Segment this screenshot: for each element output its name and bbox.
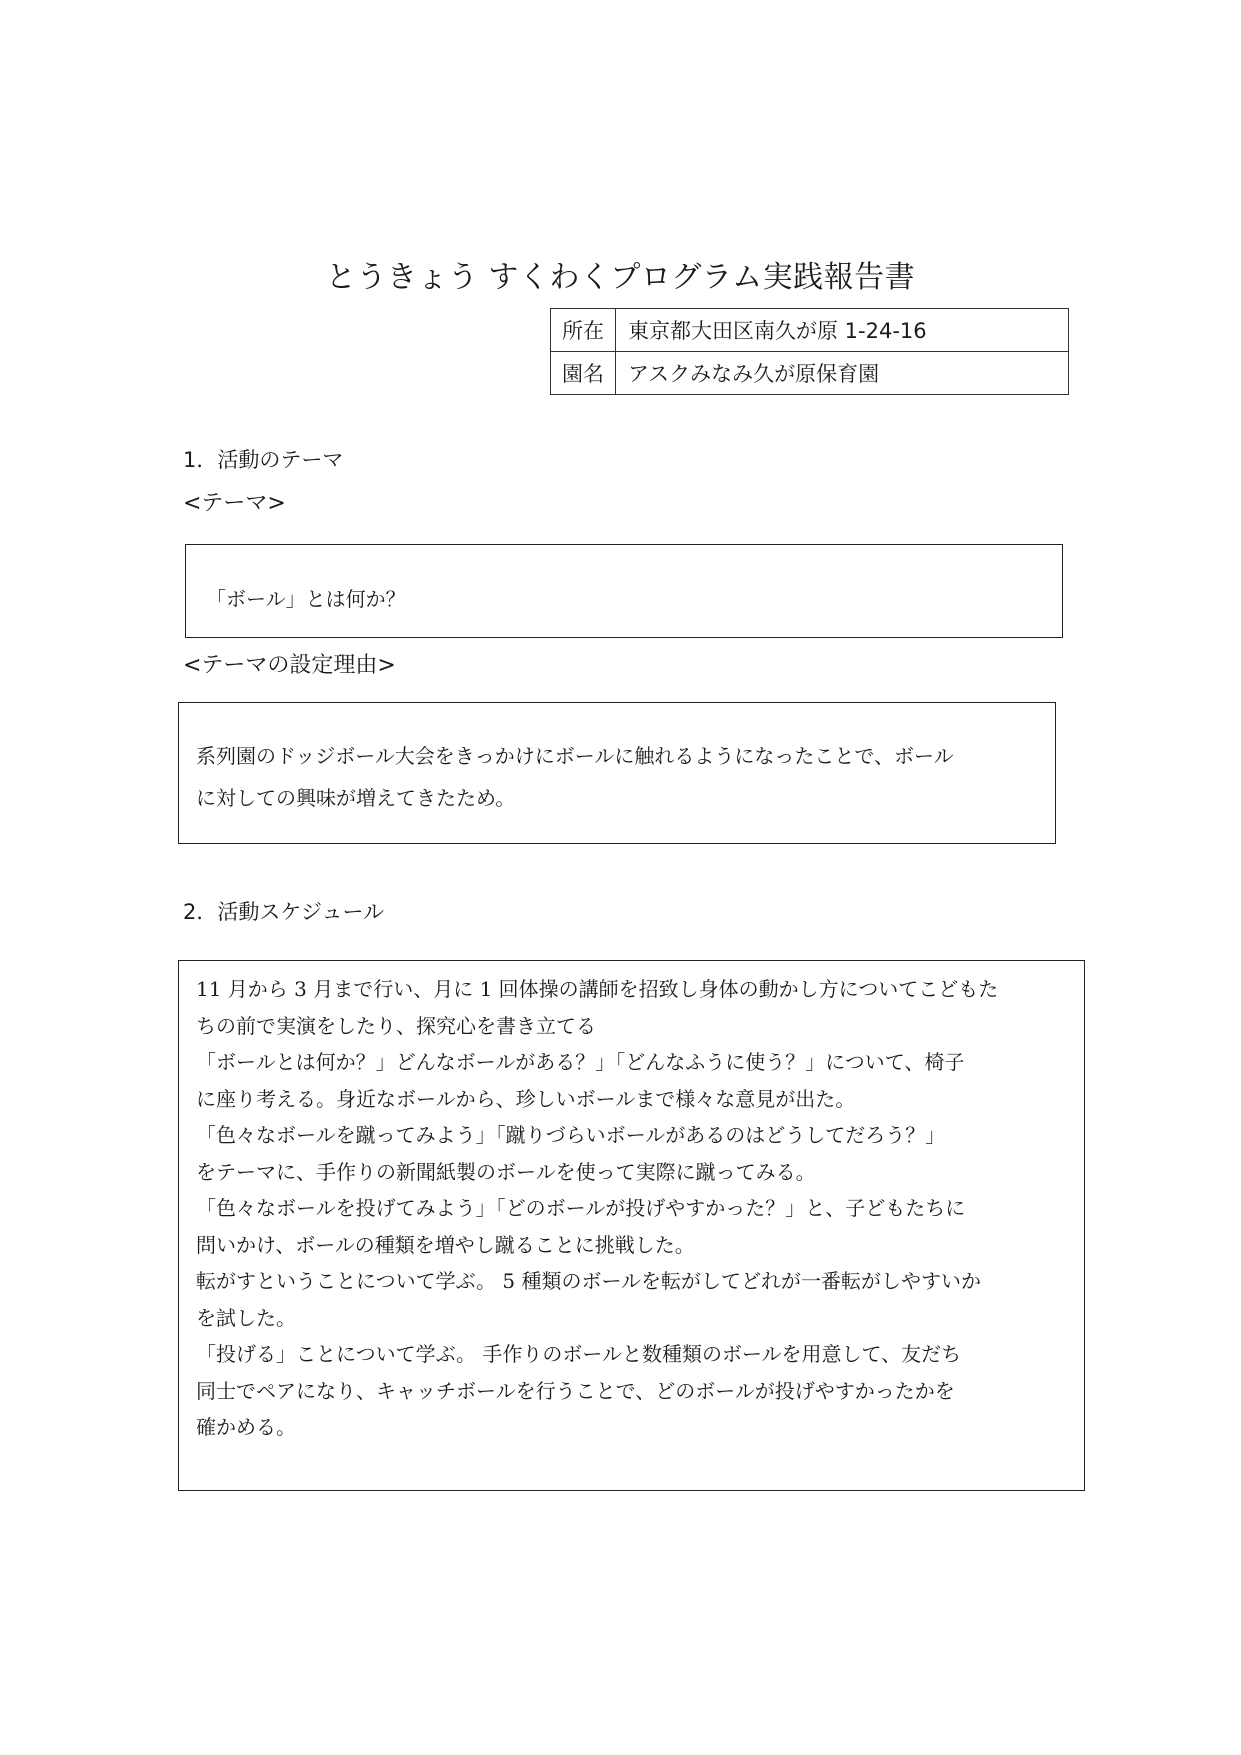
facility-info-table xyxy=(550,308,1069,395)
nursery-name-label: 園名 xyxy=(551,352,616,395)
schedule-line: 確かめる。 xyxy=(196,1415,296,1439)
theme-box xyxy=(185,544,1063,638)
theme-label: <テーマ> xyxy=(183,491,286,516)
section2-heading: 2．活動スケジュール xyxy=(183,900,385,924)
nursery-name-value: アスクみなみ久が原保育園 xyxy=(616,352,1069,395)
schedule-line: 「投げる」ことについて学ぶ。 手作りのボールと数種類のボールを用意して、友だち xyxy=(196,1342,962,1366)
schedule-line: 「ボールとは何か？」どんなボールがある？」「どんなふうに使う？」について、椅子 xyxy=(196,1050,965,1074)
theme-reason-label: <テーマの設定理由> xyxy=(183,653,396,678)
document-title: とうきょう すくわくプログラム実践報告書 xyxy=(325,260,916,295)
schedule-line: をテーマに、手作りの新聞紙製のボールを使って実際に蹴ってみる。 xyxy=(196,1159,816,1184)
schedule-line: を試した。 xyxy=(196,1305,296,1330)
schedule-line: に座り考える。身近なボールから、珍しいボールまで様々な意見が出た。 xyxy=(196,1086,856,1111)
schedule-line: 同士でペアになり、キャッチボールを行うことで、どのボールが投げやすかったかを xyxy=(196,1378,955,1403)
table-row xyxy=(551,309,1069,352)
section1-heading: 1．活動のテーマ xyxy=(183,448,344,472)
theme-text: 「ボール」とは何か？ xyxy=(206,587,406,611)
schedule-line: 転がすということについて学ぶ。 5 種類のボールを転がしてどれが一番転がしやすいか xyxy=(196,1269,982,1293)
schedule-box xyxy=(178,960,1085,1491)
schedule-line: 「色々なボールを蹴ってみよう」「蹴りづらいボールがあるのはどうしてだろう？」 xyxy=(196,1123,946,1147)
table-row xyxy=(551,352,1069,395)
schedule-line: 11 月から 3 月まで行い、月に 1 回体操の講師を招致し身体の動かし方についてこどもた xyxy=(196,977,999,1001)
theme-reason-box xyxy=(178,702,1056,844)
schedule-line: ちの前で実演をしたり、探究心を書き立てる xyxy=(196,1013,596,1038)
reason-line: に対しての興味が増えてきたため。 xyxy=(196,786,516,810)
reason-line: 系列園のドッジボール大会をきっかけにボールに触れるようになったことで、ボール xyxy=(196,744,954,768)
schedule-line: 「色々なボールを投げてみよう」「どのボールが投げやすかった？」と、子どもたちに xyxy=(196,1196,966,1220)
location-value: 東京都大田区南久が原 1-24-16 xyxy=(616,309,1069,352)
schedule-line: 問いかけ、ボールの種類を増やし蹴ることに挑戦した。 xyxy=(196,1232,695,1257)
location-label: 所在 xyxy=(551,309,616,352)
